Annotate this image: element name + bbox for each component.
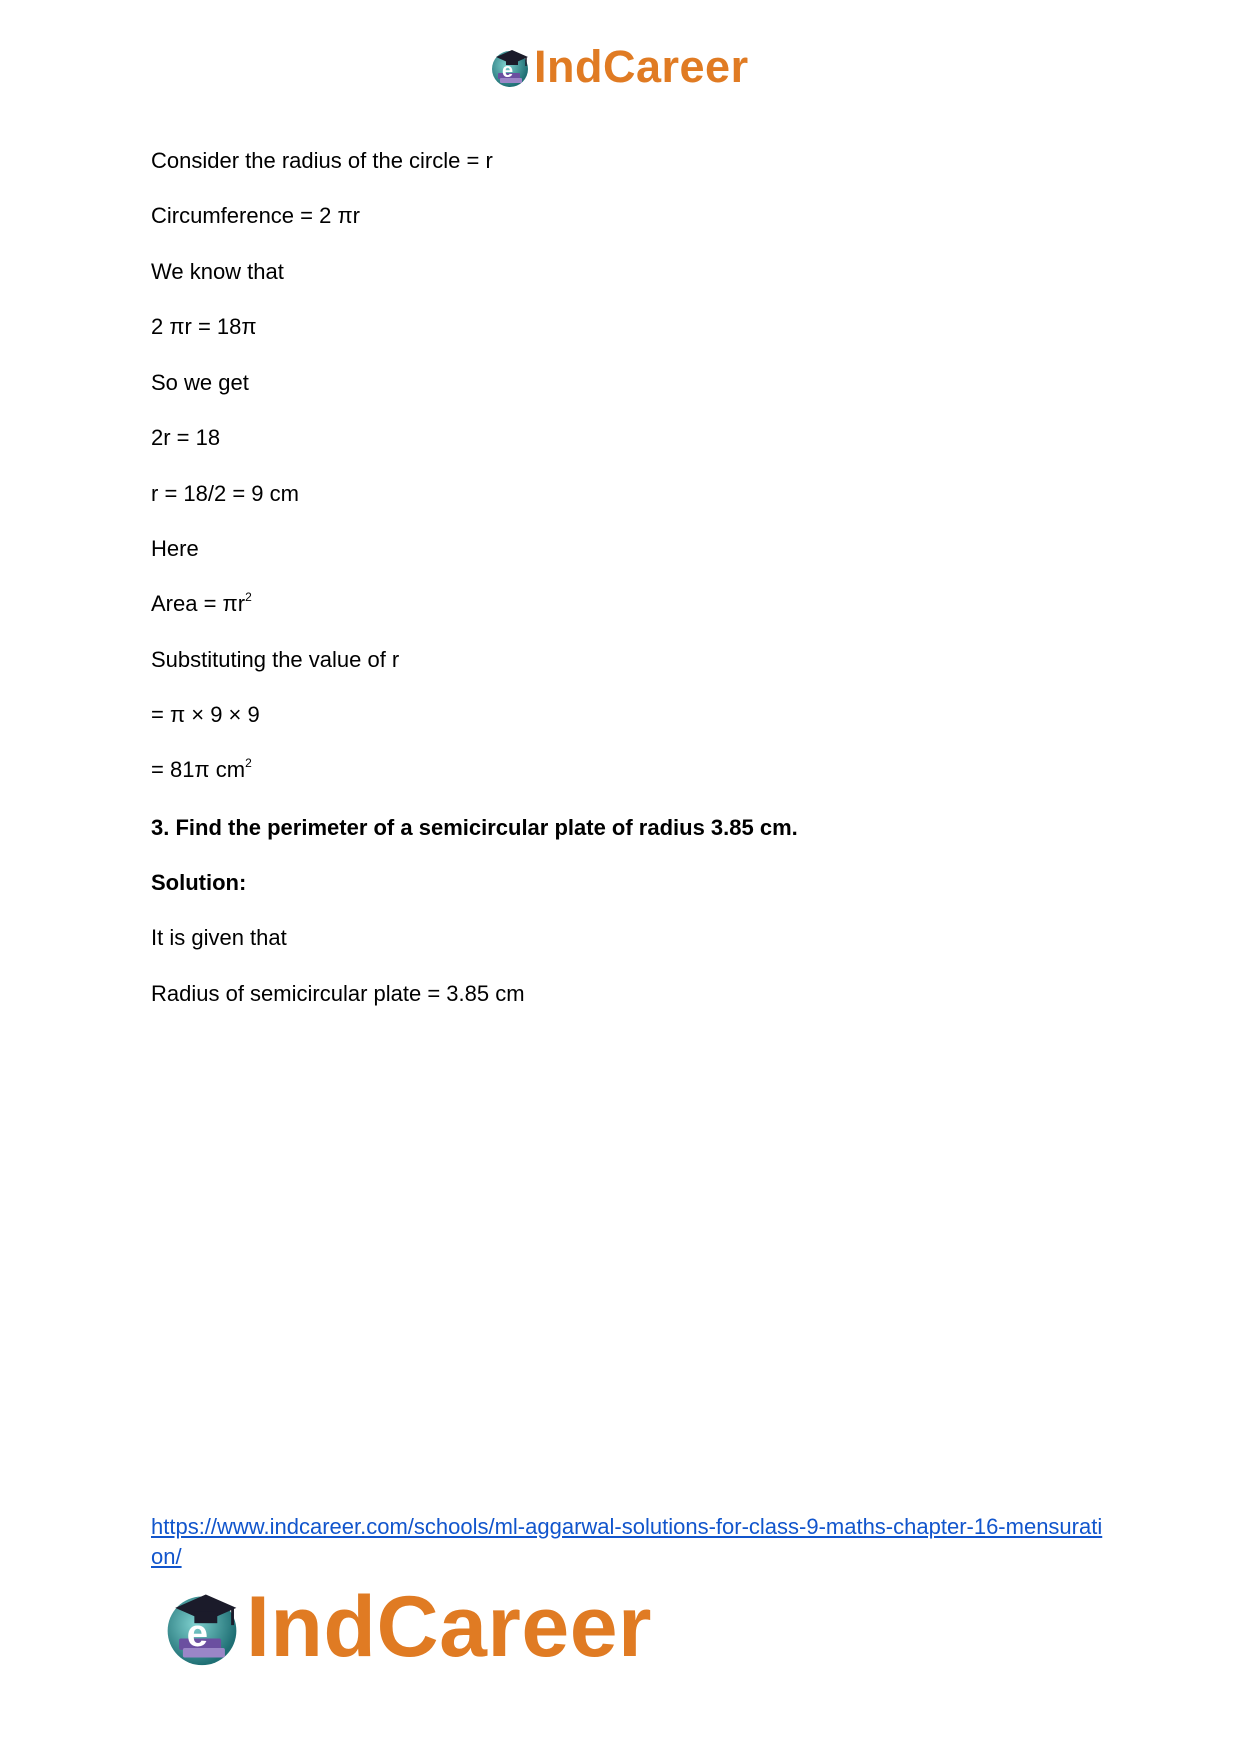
text-line-so-we-get: So we get xyxy=(151,370,249,395)
question-heading: 3. Find the perimeter of a semicircular plate of radius 3.85 cm. xyxy=(151,815,798,840)
graduation-globe-icon xyxy=(160,1585,244,1669)
text-line-radius: Consider the radius of the circle = r xyxy=(151,148,493,173)
header-logo xyxy=(488,42,749,92)
logo-wordmark: IndCareer xyxy=(246,1579,652,1675)
text-line-area-result xyxy=(151,757,252,783)
logo-mark-letter: e xyxy=(502,60,514,82)
footer-logo xyxy=(160,1579,652,1675)
footer-url-link[interactable]: https://www.indcareer.com/schools/ml-aggarwal-solutions-for-class-9-maths-chapter-16-mensuration/ xyxy=(151,1514,1103,1569)
text-line-2r: 2r = 18 xyxy=(151,425,221,450)
text-line-circumference: Circumference = 2 πr xyxy=(151,203,360,228)
text-line-here: Here xyxy=(151,536,199,561)
area-result-exponent: 2 xyxy=(245,756,252,770)
logo-mark-letter: e xyxy=(186,1612,208,1656)
text-line-area-formula xyxy=(151,591,252,617)
text-line-substituting: Substituting the value of r xyxy=(151,647,400,672)
text-line-given: It is given that xyxy=(151,925,287,950)
solution-label: Solution: xyxy=(151,870,247,895)
text-line-radius-semicircle: Radius of semicircular plate = 3.85 cm xyxy=(151,981,525,1006)
graduation-globe-icon xyxy=(488,45,532,89)
text-line-equation: 2 πr = 18π xyxy=(151,314,257,339)
text-line-r-value: r = 18/2 = 9 cm xyxy=(151,481,299,506)
text-line-we-know: We know that xyxy=(151,259,284,284)
area-formula-base: Area = πr xyxy=(151,591,246,616)
logo-wordmark: IndCareer xyxy=(534,41,749,92)
text-line-pi-times: = π × 9 × 9 xyxy=(151,702,260,727)
area-formula-exponent: 2 xyxy=(245,590,252,604)
area-result-base: = 81π cm xyxy=(151,757,246,782)
